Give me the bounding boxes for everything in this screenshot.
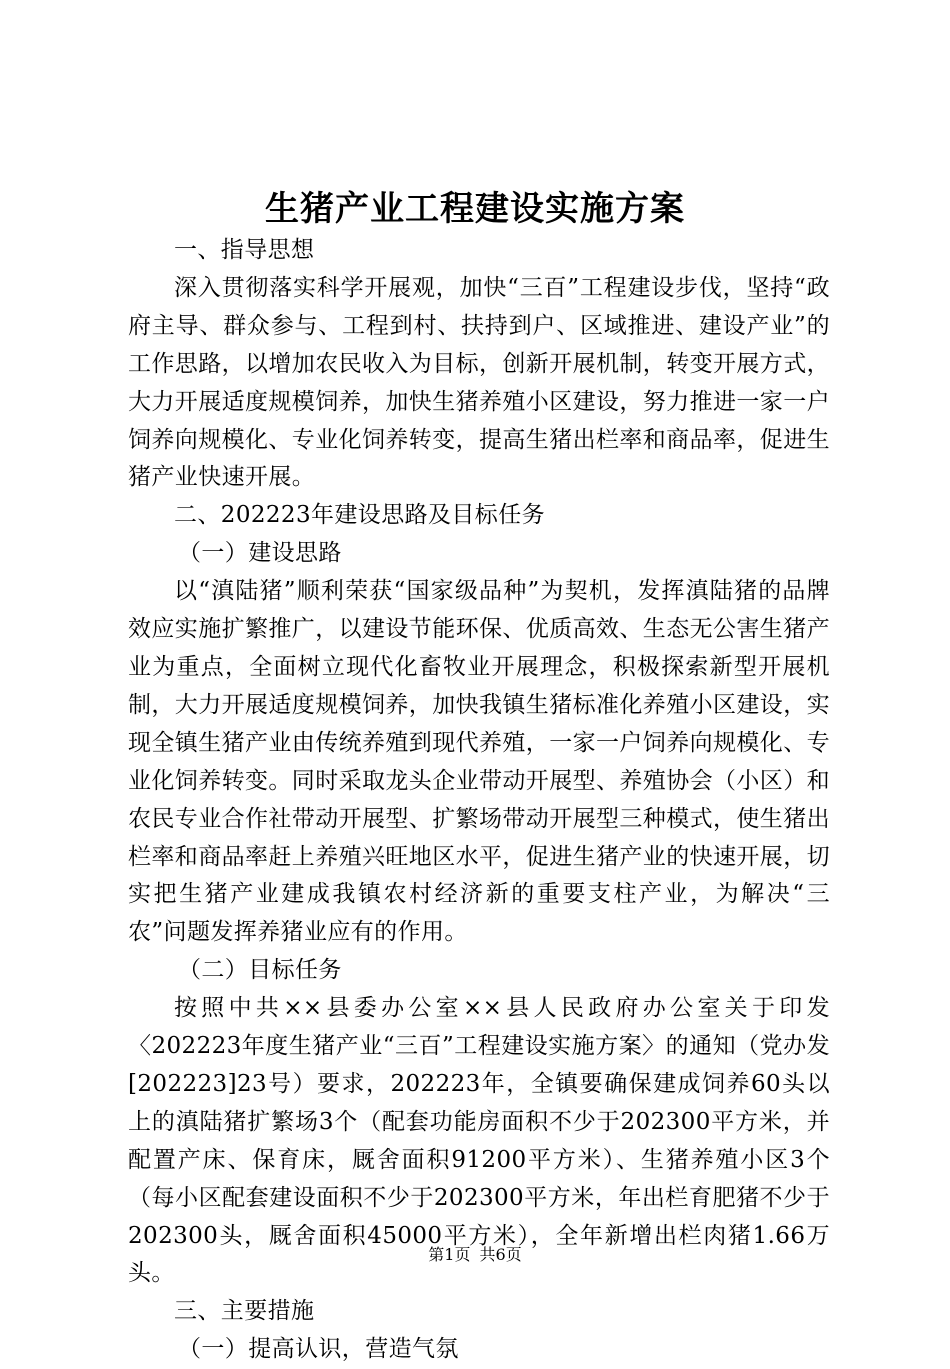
document-body	[128, 232, 830, 1369]
section-heading: 二、202223年建设思路及目标任务	[174, 502, 545, 529]
section-heading: 三、主要措施	[174, 1298, 315, 1325]
subsection-heading: （二）目标任务	[178, 957, 342, 984]
page-number: 第1页	[428, 1245, 471, 1264]
paragraph: 深入贯彻落实科学开展观，加快“三百”工程建设步伐，坚持“政府主导、群众参与、工程到村、扶持到户、区域推进、建设产业”的工作思路，以增加农民收入为目标，创新开展机制，转变开展方式，大力开展适度规模饲养，加快生猪养殖小区建设，努力推进一家一户饲养向规模化、专业化饲养转变，提高生猪出栏率和商品率，促进生猪产业快速开展。	[128, 274, 830, 491]
subsection-heading: （一）提高认识，营造气氛	[178, 1336, 459, 1363]
paragraph: 按照中共××县委办公室××县人民政府办公室关于印发〈202223年度生猪产业“三百”工程建设实施方案〉的通知（党办发[202223]23号）要求，202223年，全镇要确保建成饲养60头以上的滇陆猪扩繁场3个（配套功能房面积不少于202300平方米，并配置产床、保育床，厩舍面积91200平方米）、生猪养殖小区3个（每小区配套建设面积不少于202300平方米，年出栏育肥猪不少于202300头，厩舍面积45000平方米），全年新增出栏肉猪1.66万头。	[128, 995, 830, 1287]
subsection-heading: （一）建设思路	[178, 540, 342, 567]
document-title: 生猪产业工程建设实施方案	[265, 189, 685, 229]
section-heading: 一、指导思想	[174, 237, 315, 263]
page-total: 共6页	[479, 1245, 522, 1264]
paragraph: 以“滇陆猪”顺利荣获“国家级品种”为契机，发挥滇陆猪的品牌效应实施扩繁推广，以建设节能环保、优质高效、生态无公害生猪产业为重点，全面树立现代化畜牧业开展理念，积极探索新型开展机制，大力开展适度规模饲养，加快我镇生猪标准化养殖小区建设，实现全镇生猪产业由传统养殖到现代养殖，一家一户饲养向规模化、专业化饲养转变。同时采取龙头企业带动开展型、养殖协会（小区）和农民专业合作社带动开展型、扩繁场带动开展型三种模式，使生猪出栏率和商品率赶上养殖兴旺地区水平，促进生猪产业的快速开展，切实把生猪产业建成我镇农村经济新的重要支柱产业，为解决“三农”问题发挥养猪业应有的作用。	[128, 578, 830, 946]
page-footer	[0, 1244, 950, 1266]
